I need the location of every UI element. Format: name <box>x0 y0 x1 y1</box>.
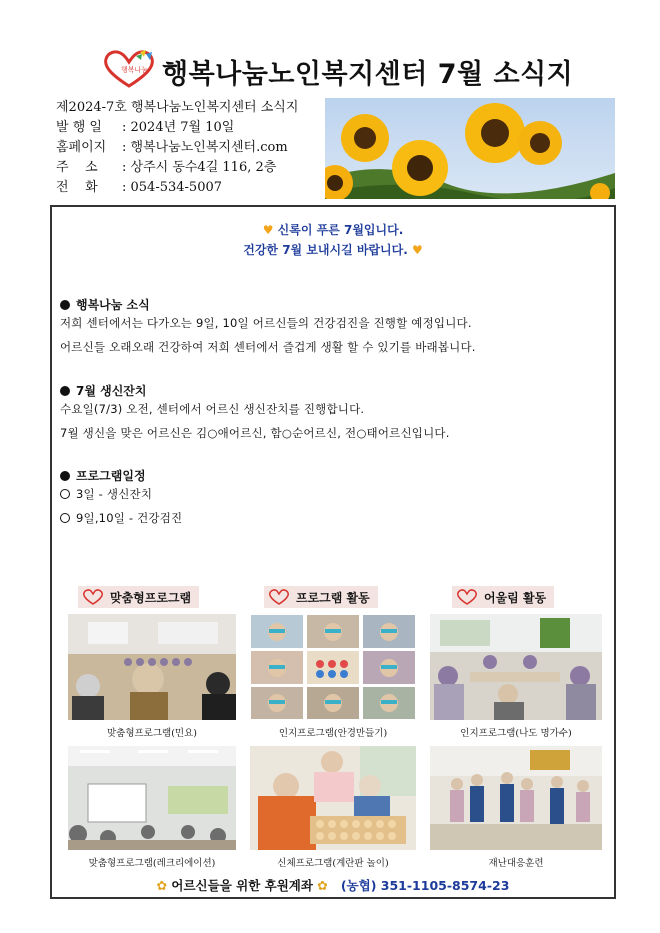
account-bank: (농협) <box>340 878 377 893</box>
heart-icon: ♥ <box>262 223 274 237</box>
heart-logo-icon <box>82 589 104 605</box>
issue-info <box>56 98 318 198</box>
info-value: : 2024년 7월 10일 <box>122 120 235 135</box>
photo-caption: 재난대응훈련 <box>488 858 544 869</box>
content-frame <box>50 205 616 899</box>
photo-caption: 맞춤형프로그램(민요) <box>106 728 197 739</box>
schedule-item: 9일,10일 - 건강검진 <box>60 506 182 530</box>
bullet-icon <box>60 300 70 310</box>
category-label-custom: 맞춤형프로그램 <box>78 586 199 608</box>
sunflower-banner-image <box>325 98 615 199</box>
section-title-news: 행복나눔 소식 <box>60 296 150 313</box>
bullet-icon <box>60 386 70 396</box>
info-label: 홈페이지 <box>56 140 107 155</box>
heart-logo-icon <box>100 48 158 90</box>
logo-text: 행복나눔 <box>121 66 149 74</box>
account-number: 351-1105-8574-23 <box>380 878 510 893</box>
info-row-homepage <box>56 138 318 158</box>
category-label-together: 어울림 활동 <box>452 586 554 608</box>
circle-bullet-icon <box>60 489 70 499</box>
greeting-line-1 <box>52 221 614 238</box>
photo-egg-tray <box>250 746 416 850</box>
info-label: 주 소 <box>56 160 98 175</box>
paragraph-line: 저희 센터에서는 다가오는 9일, 10일 어르신들의 건강검진을 진행할 예정입니다. <box>60 316 472 330</box>
schedule-item: 3일 - 생신잔치 <box>60 482 182 506</box>
heart-logo-icon <box>456 589 478 605</box>
greeting-line-2 <box>52 241 614 258</box>
newsletter-header <box>0 0 660 95</box>
account-label: 어르신들을 위한 후원계좌 <box>171 878 313 893</box>
info-value: : 행복나눔노인복지센터.com <box>122 140 288 155</box>
circle-bullet-icon <box>60 513 70 523</box>
photo-folk-song <box>68 614 236 720</box>
page-title: 행복나눔노인복지센터 7월 소식지 <box>162 59 574 90</box>
photo-glasses-collage <box>250 614 416 720</box>
section-title-schedule: 프로그램일정 <box>60 467 146 484</box>
info-row-address <box>56 158 318 178</box>
schedule-list <box>60 482 182 530</box>
photo-caption: 신체프로그램(계란판 놀이) <box>277 858 389 869</box>
paragraph-line: 수요일(7/3) 오전, 센터에서 어르신 생신잔치를 진행합니다. <box>60 402 365 416</box>
heart-logo-icon <box>268 589 290 605</box>
paragraph-line: 어르신들 오래오래 건강하여 저희 센터에서 즐겁게 생활 할 수 있기를 바래봅니다. <box>60 340 476 354</box>
info-label: 전 화 <box>56 180 98 195</box>
photo-caption: 맞춤형프로그램(레크리에이션) <box>88 858 216 869</box>
category-label-program: 프로그램 활동 <box>264 586 378 608</box>
greeting-text: 건강한 7월 보내시길 바랍니다. <box>243 243 408 257</box>
photo-caption: 인지프로그램(안경만들기) <box>278 728 388 739</box>
paragraph-line: 7월 생신을 맞은 어르신은 김○애어르신, 함○순어르신, 전○태어르신입니다. <box>60 426 450 440</box>
bullet-icon <box>60 471 70 481</box>
info-row-phone <box>56 178 318 198</box>
info-value: : 054-534-5007 <box>122 180 223 195</box>
greeting-text: 신록이 푸른 7월입니다. <box>277 223 404 237</box>
photo-caption: 인지프로그램(나도 명가수) <box>460 728 572 739</box>
issue-number: 제2024-7호 행복나눔노인복지센터 소식지 <box>56 100 299 115</box>
donation-account <box>52 876 614 894</box>
heart-icon: ♥ <box>411 243 423 257</box>
info-row-date <box>56 118 318 138</box>
info-value: : 상주시 동수4길 116, 2층 <box>122 160 277 175</box>
flower-icon: ✿ <box>317 878 328 893</box>
info-label: 발 행 일 <box>56 120 102 135</box>
photo-disaster-drill <box>430 746 602 850</box>
section-text-news <box>60 311 476 359</box>
flower-icon: ✿ <box>156 878 168 893</box>
section-text-birthday <box>60 397 450 445</box>
photo-singer <box>430 614 602 720</box>
photo-recreation <box>68 746 236 850</box>
section-title-birthday: 7월 생신잔치 <box>60 382 147 399</box>
